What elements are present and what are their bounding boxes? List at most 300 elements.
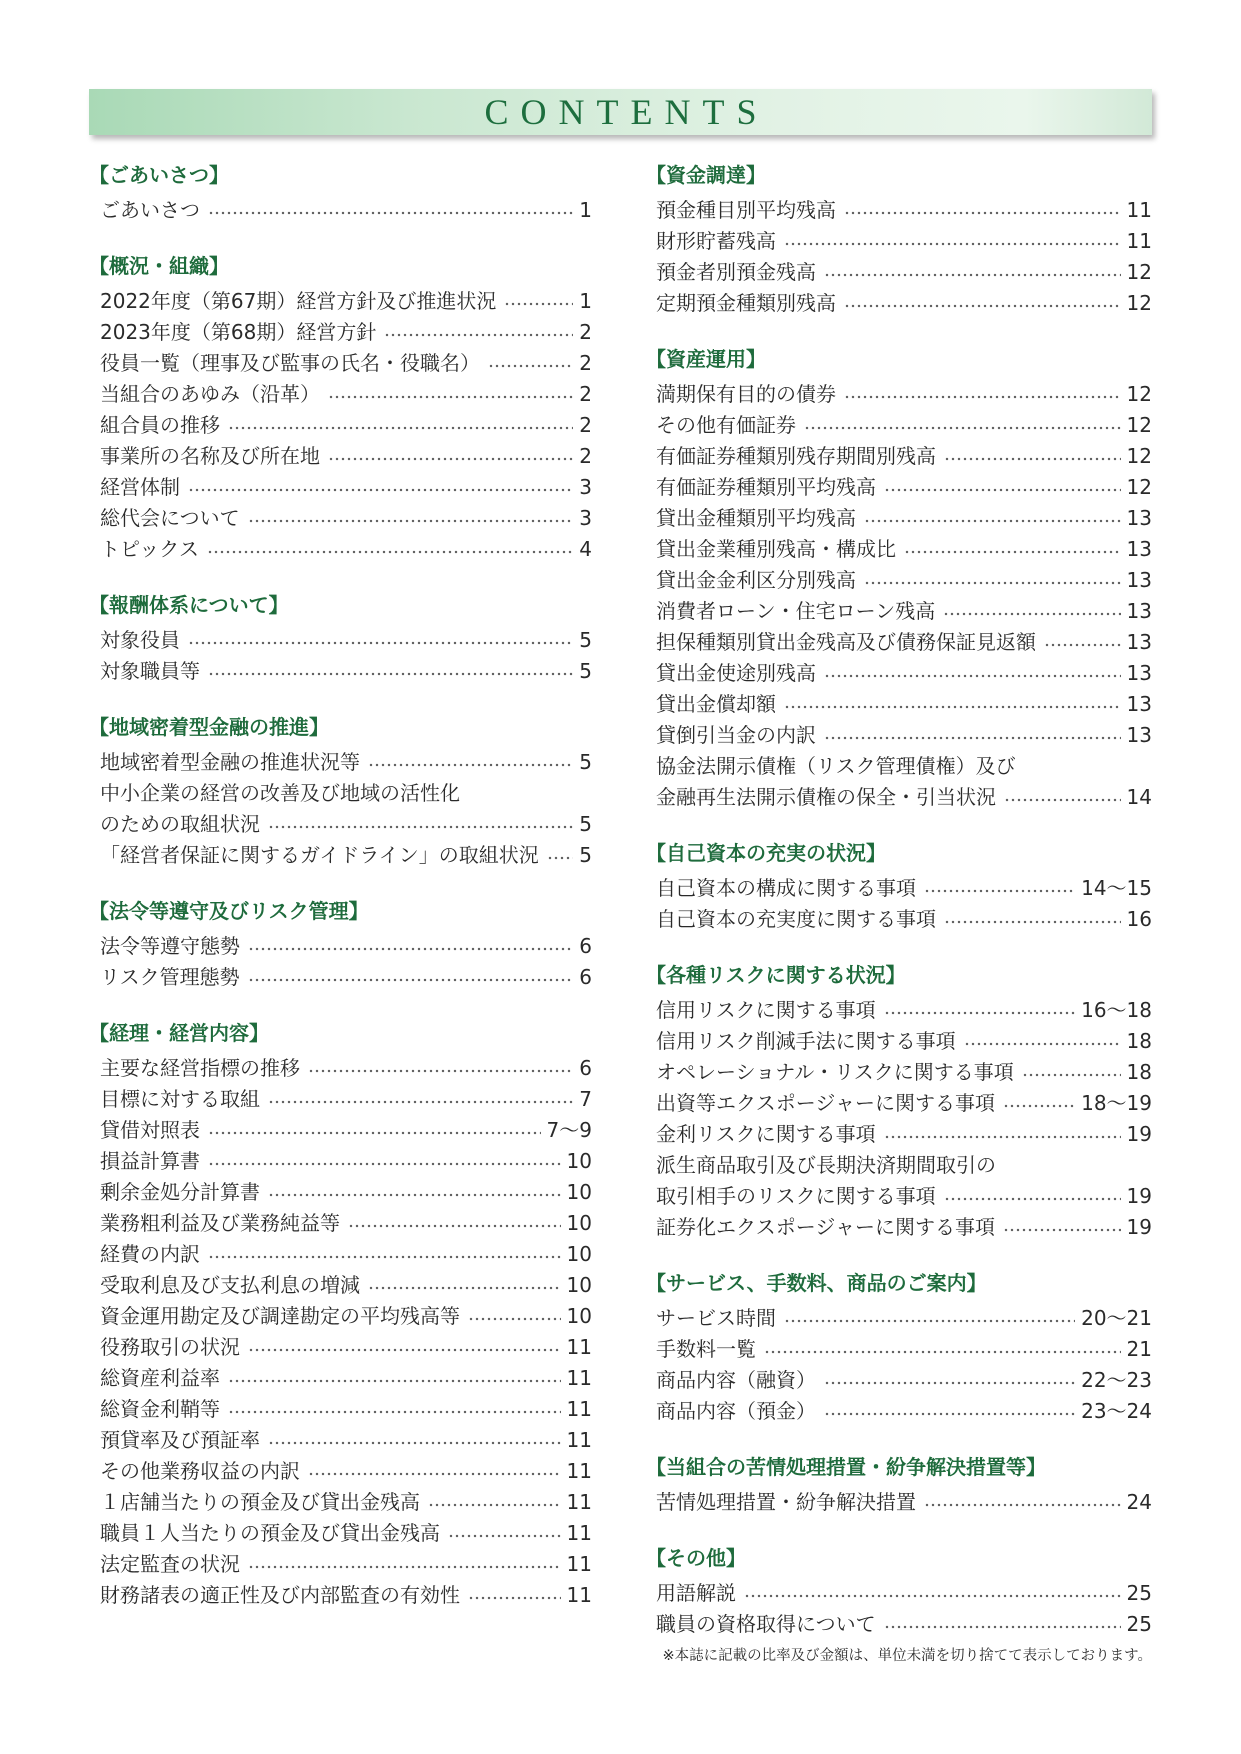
leader-dots bbox=[1022, 1057, 1121, 1088]
leader-dots bbox=[448, 1518, 561, 1549]
leader-dots bbox=[764, 1334, 1121, 1365]
toc-item bbox=[646, 1334, 1152, 1365]
toc-item bbox=[646, 627, 1152, 658]
toc-item-label: その他業務収益の内訳 bbox=[100, 1459, 300, 1483]
toc-page-number: 10 bbox=[566, 1304, 592, 1328]
toc-item bbox=[89, 441, 592, 472]
toc-item bbox=[646, 288, 1152, 319]
toc-item bbox=[646, 503, 1152, 534]
leader-dots bbox=[784, 1303, 1075, 1334]
toc-item bbox=[646, 995, 1152, 1026]
leader-dots bbox=[944, 441, 1121, 472]
leader-dots bbox=[924, 1487, 1121, 1518]
toc-item bbox=[89, 1084, 592, 1115]
toc-item-label: 商品内容（預金） bbox=[656, 1399, 816, 1423]
toc-item bbox=[646, 1181, 1152, 1212]
toc-page-number: 13 bbox=[1126, 599, 1152, 623]
toc-item-label: 法令等遵守態勢 bbox=[100, 934, 240, 958]
toc-page-number: 11 bbox=[566, 1428, 592, 1452]
toc-item bbox=[89, 962, 592, 993]
toc-column-right bbox=[646, 156, 1152, 1640]
toc-item-label: 担保種類別貸出金残高及び債務保証見返額 bbox=[656, 630, 1036, 654]
toc-page-number: 5 bbox=[579, 750, 592, 774]
toc-item-label: 財務諸表の適正性及び内部監査の有効性 bbox=[100, 1583, 460, 1607]
toc-item bbox=[646, 534, 1152, 565]
toc-item-label: 経営体制 bbox=[100, 475, 180, 499]
toc-item bbox=[646, 195, 1152, 226]
toc-item bbox=[646, 1487, 1152, 1518]
toc-item bbox=[646, 1396, 1152, 1427]
toc-page-number: 5 bbox=[579, 659, 592, 683]
toc-item-label: 貸出金金利区分別残高 bbox=[656, 568, 856, 592]
toc-page-number: 23～24 bbox=[1081, 1399, 1152, 1423]
toc-item-label: １店舗当たりの預金及び貸出金残高 bbox=[100, 1490, 420, 1514]
toc-section bbox=[89, 247, 592, 565]
toc-item-label: 主要な経営指標の推移 bbox=[100, 1056, 300, 1080]
toc-page-number: 13 bbox=[1126, 568, 1152, 592]
toc-item-label: 信用リスク削減手法に関する事項 bbox=[656, 1029, 956, 1053]
toc-item bbox=[89, 1549, 592, 1580]
leader-dots bbox=[228, 1394, 561, 1425]
toc-item bbox=[646, 751, 1152, 782]
toc-item-label: 自己資本の構成に関する事項 bbox=[656, 876, 916, 900]
leader-dots bbox=[328, 379, 573, 410]
toc-item bbox=[646, 658, 1152, 689]
section-heading: 【経理・経営内容】 bbox=[89, 1021, 269, 1045]
toc-item-label: 「経営者保証に関するガイドライン」の取組状況 bbox=[100, 843, 539, 867]
toc-item-label: 職員１人当たりの預金及び貸出金残高 bbox=[100, 1521, 440, 1545]
toc-page-number: 20～21 bbox=[1081, 1306, 1152, 1330]
toc-page-number: 3 bbox=[579, 475, 592, 499]
leader-dots bbox=[944, 1181, 1121, 1212]
toc-item bbox=[89, 778, 592, 809]
toc-page-number: 13 bbox=[1126, 723, 1152, 747]
section-heading: 【その他】 bbox=[646, 1546, 746, 1570]
toc-item bbox=[89, 1456, 592, 1487]
leader-dots bbox=[824, 658, 1121, 689]
leader-dots bbox=[308, 1456, 561, 1487]
toc-page-number: 5 bbox=[579, 628, 592, 652]
toc-item bbox=[646, 873, 1152, 904]
leader-dots bbox=[904, 534, 1121, 565]
toc-page-number: 2 bbox=[579, 320, 592, 344]
leader-dots bbox=[824, 720, 1121, 751]
toc-page-number: 5 bbox=[579, 812, 592, 836]
toc-section bbox=[646, 156, 1152, 319]
contents-title-band bbox=[89, 89, 1152, 135]
toc-page-number: 11 bbox=[1126, 198, 1152, 222]
leader-dots bbox=[228, 1363, 561, 1394]
toc-item bbox=[89, 1208, 592, 1239]
section-heading: 【サービス、手数料、商品のご案内】 bbox=[646, 1271, 987, 1295]
toc-item-label: 用語解説 bbox=[656, 1581, 736, 1605]
toc-page-number: 24 bbox=[1126, 1490, 1152, 1514]
toc-page-number: 12 bbox=[1126, 291, 1152, 315]
leader-dots bbox=[824, 1396, 1075, 1427]
toc-item bbox=[646, 1578, 1152, 1609]
leader-dots bbox=[268, 1425, 561, 1456]
leader-dots bbox=[1044, 627, 1121, 658]
toc-item-label: 地域密着型金融の推進状況等 bbox=[100, 750, 360, 774]
toc-item bbox=[89, 840, 592, 871]
section-heading: 【報酬体系について】 bbox=[89, 593, 289, 617]
toc-page-number: 10 bbox=[566, 1211, 592, 1235]
toc-item-label: 損益計算書 bbox=[100, 1149, 200, 1173]
toc-page-number: 6 bbox=[579, 1056, 592, 1080]
leader-dots bbox=[248, 962, 574, 993]
leader-dots bbox=[188, 625, 573, 656]
leader-dots bbox=[804, 410, 1121, 441]
toc-page-number: 25 bbox=[1126, 1581, 1152, 1605]
toc-page-number: 1 bbox=[579, 289, 592, 313]
toc-item-label: 手数料一覧 bbox=[656, 1337, 756, 1361]
toc-page-number: 13 bbox=[1126, 692, 1152, 716]
toc-section bbox=[89, 586, 592, 687]
leader-dots bbox=[208, 1146, 561, 1177]
leader-dots bbox=[1003, 1088, 1075, 1119]
section-heading: 【各種リスクに関する状況】 bbox=[646, 963, 906, 987]
toc-item-label: 預金種目別平均残高 bbox=[656, 198, 836, 222]
toc-item-label: 貸出金種類別平均残高 bbox=[656, 506, 856, 530]
toc-page-number: 2 bbox=[579, 351, 592, 375]
toc-item-label: 預金者別預金残高 bbox=[656, 260, 816, 284]
toc-item bbox=[646, 720, 1152, 751]
toc-item bbox=[646, 472, 1152, 503]
toc-item-label: 剰余金処分計算書 bbox=[100, 1180, 260, 1204]
toc-item-label: 法定監査の状況 bbox=[100, 1552, 240, 1576]
toc-item-label: 金利リスクに関する事項 bbox=[656, 1122, 876, 1146]
toc-page-number: 13 bbox=[1126, 661, 1152, 685]
leader-dots bbox=[268, 1177, 561, 1208]
toc-item bbox=[646, 782, 1152, 813]
leader-dots bbox=[248, 503, 574, 534]
section-heading: 【法令等遵守及びリスク管理】 bbox=[89, 899, 369, 923]
toc-item bbox=[89, 1239, 592, 1270]
toc-section bbox=[646, 1448, 1152, 1518]
leader-dots bbox=[207, 534, 573, 565]
toc-item bbox=[89, 1177, 592, 1208]
toc-item-label: 有価証券種類別残存期間別残高 bbox=[656, 444, 936, 468]
toc-page-number: 11 bbox=[566, 1335, 592, 1359]
section-heading: 【地域密着型金融の推進】 bbox=[89, 715, 329, 739]
toc-section bbox=[89, 892, 592, 993]
toc-item-label: 業務粗利益及び業務純益等 bbox=[100, 1211, 340, 1235]
toc-item bbox=[89, 1115, 592, 1146]
toc-item bbox=[646, 1303, 1152, 1334]
leader-dots bbox=[884, 1609, 1121, 1640]
leader-dots bbox=[964, 1026, 1121, 1057]
toc-page-number: 12 bbox=[1126, 260, 1152, 284]
toc-item bbox=[646, 226, 1152, 257]
toc-item bbox=[89, 1053, 592, 1084]
toc-page-number: 25 bbox=[1126, 1612, 1152, 1636]
toc-page-number: 13 bbox=[1126, 630, 1152, 654]
toc-page-number: 13 bbox=[1126, 537, 1152, 561]
toc-item bbox=[89, 410, 592, 441]
toc-item bbox=[646, 565, 1152, 596]
toc-page-number: 13 bbox=[1126, 506, 1152, 530]
footnote: ※本誌に記載の比率及び金額は、単位未満を切り捨てて表示しております。 bbox=[662, 1648, 1152, 1664]
toc-item bbox=[646, 1212, 1152, 1243]
toc-item-label: リスク管理態勢 bbox=[100, 965, 240, 989]
toc-item-label: 証券化エクスポージャーに関する事項 bbox=[656, 1215, 995, 1239]
page-title: CONTENTS bbox=[484, 92, 769, 132]
leader-dots bbox=[208, 1239, 561, 1270]
toc-section bbox=[646, 956, 1152, 1243]
leader-dots bbox=[944, 904, 1121, 935]
toc-section bbox=[89, 156, 592, 226]
toc-item bbox=[646, 379, 1152, 410]
toc-item-label: 定期預金種類別残高 bbox=[656, 291, 836, 315]
toc-page-number: 12 bbox=[1126, 413, 1152, 437]
toc-item-label: 取引相手のリスクに関する事項 bbox=[656, 1184, 936, 1208]
leader-dots bbox=[924, 873, 1075, 904]
leader-dots bbox=[368, 1270, 561, 1301]
toc-item bbox=[646, 1609, 1152, 1640]
toc-item-label: 資金運用勘定及び調達勘定の平均残高等 bbox=[100, 1304, 460, 1328]
toc-item bbox=[89, 1487, 592, 1518]
toc-item bbox=[89, 472, 592, 503]
leader-dots bbox=[248, 1332, 561, 1363]
toc-item bbox=[89, 1332, 592, 1363]
toc-item-label: トピックス bbox=[100, 537, 199, 561]
toc-page-number: 2 bbox=[579, 413, 592, 437]
toc-item bbox=[89, 286, 592, 317]
toc-item bbox=[89, 1425, 592, 1456]
toc-item-label: 派生商品取引及び長期決済期間取引の bbox=[656, 1153, 996, 1177]
toc-page-number: 1 bbox=[579, 198, 592, 222]
leader-dots bbox=[884, 995, 1075, 1026]
toc-item-label: 2022年度（第67期）経営方針及び推進状況 bbox=[100, 289, 497, 313]
leader-dots bbox=[428, 1487, 561, 1518]
toc-item-label: 目標に対する取組 bbox=[100, 1087, 260, 1111]
toc-page-number: 14 bbox=[1126, 785, 1152, 809]
toc-item-label: 中小企業の経営の改善及び地域の活性化 bbox=[100, 781, 460, 805]
toc-item-label: 貸出金償却額 bbox=[656, 692, 776, 716]
toc-section bbox=[89, 1014, 592, 1611]
toc-item bbox=[89, 1270, 592, 1301]
leader-dots bbox=[368, 747, 573, 778]
section-heading: 【資金調達】 bbox=[646, 163, 766, 187]
toc-section bbox=[646, 1264, 1152, 1427]
toc-item-label: 役員一覧（理事及び監事の氏名・役職名） bbox=[100, 351, 480, 375]
toc-item bbox=[89, 656, 592, 687]
toc-page-number: 19 bbox=[1126, 1122, 1152, 1146]
toc-page-number: 7 bbox=[579, 1087, 592, 1111]
toc-item bbox=[89, 809, 592, 840]
toc-item bbox=[89, 931, 592, 962]
toc-page-number: 2 bbox=[579, 382, 592, 406]
section-heading: 【当組合の苦情処理措置・紛争解決措置等】 bbox=[646, 1455, 1046, 1479]
leader-dots bbox=[824, 257, 1121, 288]
toc-page-number: 4 bbox=[579, 537, 592, 561]
toc-item-label: 商品内容（融資） bbox=[656, 1368, 816, 1392]
toc-column-left bbox=[89, 156, 592, 1611]
toc-page-number: 11 bbox=[1126, 229, 1152, 253]
leader-dots bbox=[844, 195, 1121, 226]
toc-item-label: 総資産利益率 bbox=[100, 1366, 220, 1390]
toc-item-label: 財形貯蓄残高 bbox=[656, 229, 776, 253]
leader-dots bbox=[744, 1578, 1121, 1609]
toc-item-label: 有価証券種類別平均残高 bbox=[656, 475, 876, 499]
toc-item bbox=[89, 1363, 592, 1394]
leader-dots bbox=[1003, 1212, 1121, 1243]
toc-item bbox=[646, 1365, 1152, 1396]
toc-page-number: 12 bbox=[1126, 444, 1152, 468]
leader-dots bbox=[248, 1549, 561, 1580]
leader-dots bbox=[328, 441, 573, 472]
toc-section bbox=[89, 708, 592, 871]
toc-page-number: 5 bbox=[579, 843, 592, 867]
toc-page-number: 10 bbox=[566, 1273, 592, 1297]
toc-item bbox=[89, 1580, 592, 1611]
toc-page-number: 12 bbox=[1126, 475, 1152, 499]
toc-page-number: 3 bbox=[579, 506, 592, 530]
toc-item-label: 事業所の名称及び所在地 bbox=[100, 444, 320, 468]
toc-item bbox=[89, 1518, 592, 1549]
leader-dots bbox=[784, 226, 1121, 257]
toc-item-label: オペレーショナル・リスクに関する事項 bbox=[656, 1060, 1014, 1084]
toc-page-number: 11 bbox=[566, 1552, 592, 1576]
toc-page-number: 10 bbox=[566, 1149, 592, 1173]
toc-item-label: 満期保有目的の債券 bbox=[656, 382, 836, 406]
toc-item-label: 協金法開示債権（リスク管理債権）及び bbox=[656, 754, 1016, 778]
toc-item-label: 消費者ローン・住宅ローン残高 bbox=[656, 599, 936, 623]
toc-page-number: 16～18 bbox=[1081, 998, 1152, 1022]
toc-item-label: その他有価証券 bbox=[656, 413, 796, 437]
toc-item-label: 対象職員等 bbox=[100, 659, 200, 683]
leader-dots bbox=[844, 288, 1121, 319]
toc-page-number: 6 bbox=[579, 934, 592, 958]
toc-item bbox=[89, 317, 592, 348]
toc-section bbox=[646, 1539, 1152, 1640]
leader-dots bbox=[268, 809, 573, 840]
toc-item bbox=[89, 1146, 592, 1177]
toc-item-label: 貸出金業種別残高・構成比 bbox=[656, 537, 896, 561]
toc-item-label: 組合員の推移 bbox=[100, 413, 220, 437]
toc-item bbox=[646, 1088, 1152, 1119]
toc-item bbox=[646, 904, 1152, 935]
toc-item-label: 苦情処理措置・紛争解決措置 bbox=[656, 1490, 916, 1514]
toc-item-label: 出資等エクスポージャーに関する事項 bbox=[656, 1091, 995, 1115]
toc-page-number: 19 bbox=[1126, 1184, 1152, 1208]
leader-dots bbox=[504, 286, 573, 317]
leader-dots bbox=[1004, 782, 1121, 813]
toc-item bbox=[89, 379, 592, 410]
toc-item-label: 貸倒引当金の内訳 bbox=[656, 723, 816, 747]
toc-page-number: 6 bbox=[579, 965, 592, 989]
toc-item-label: 受取利息及び支払利息の増減 bbox=[100, 1273, 360, 1297]
toc-item-label: 当組合のあゆみ（沿革） bbox=[100, 382, 320, 406]
leader-dots bbox=[248, 931, 573, 962]
leader-dots bbox=[864, 503, 1121, 534]
leader-dots bbox=[384, 317, 573, 348]
toc-item-label: 対象役員 bbox=[100, 628, 180, 652]
toc-item bbox=[89, 534, 592, 565]
leader-dots bbox=[268, 1084, 573, 1115]
toc-page-number: 11 bbox=[566, 1459, 592, 1483]
toc-page-number: 2 bbox=[579, 444, 592, 468]
toc-page-number: 11 bbox=[566, 1583, 592, 1607]
toc-item bbox=[89, 1394, 592, 1425]
toc-page-number: 14～15 bbox=[1081, 876, 1152, 900]
toc-item bbox=[646, 596, 1152, 627]
toc-page-number: 21 bbox=[1126, 1337, 1152, 1361]
toc-item bbox=[646, 689, 1152, 720]
toc-page-number: 10 bbox=[566, 1242, 592, 1266]
toc-item bbox=[89, 625, 592, 656]
toc-item bbox=[646, 1057, 1152, 1088]
toc-item-label: 経費の内訳 bbox=[100, 1242, 200, 1266]
toc-item-label: 総代会について bbox=[100, 506, 240, 530]
leader-dots bbox=[208, 195, 573, 226]
leader-dots bbox=[884, 1119, 1121, 1150]
toc-item-label: サービス時間 bbox=[656, 1306, 776, 1330]
leader-dots bbox=[468, 1301, 561, 1332]
toc-page-number: 10 bbox=[566, 1180, 592, 1204]
leader-dots bbox=[208, 656, 573, 687]
toc-page-number: 11 bbox=[566, 1366, 592, 1390]
toc-page-number: 11 bbox=[566, 1521, 592, 1545]
toc-page-number: 19 bbox=[1126, 1215, 1152, 1239]
toc-section bbox=[646, 340, 1152, 813]
toc-item-label: 貸出金使途別残高 bbox=[656, 661, 816, 685]
toc-item-label: 貸借対照表 bbox=[100, 1118, 200, 1142]
toc-item-label: 総資金利鞘等 bbox=[100, 1397, 220, 1421]
toc-item bbox=[646, 410, 1152, 441]
leader-dots bbox=[844, 379, 1121, 410]
section-heading: 【概況・組織】 bbox=[89, 254, 229, 278]
leader-dots bbox=[824, 1365, 1075, 1396]
toc-item bbox=[89, 1301, 592, 1332]
section-heading: 【資産運用】 bbox=[646, 347, 766, 371]
toc-item-label: 自己資本の充実度に関する事項 bbox=[656, 907, 936, 931]
leader-dots bbox=[188, 472, 573, 503]
leader-dots bbox=[784, 689, 1121, 720]
leader-dots bbox=[468, 1580, 561, 1611]
toc-item-label: 金融再生法開示債権の保全・引当状況 bbox=[656, 785, 996, 809]
leader-dots bbox=[547, 840, 573, 871]
toc-page-number: 18～19 bbox=[1081, 1091, 1152, 1115]
toc-item bbox=[89, 503, 592, 534]
toc-item-label: 職員の資格取得について bbox=[656, 1612, 876, 1636]
toc-item-label: 預貸率及び預証率 bbox=[100, 1428, 260, 1452]
toc-page-number: 11 bbox=[566, 1397, 592, 1421]
toc-page-number: 18 bbox=[1126, 1029, 1152, 1053]
toc-item bbox=[646, 257, 1152, 288]
toc-item bbox=[89, 195, 592, 226]
toc-item-label: ごあいさつ bbox=[100, 198, 200, 222]
toc-item bbox=[646, 1026, 1152, 1057]
section-heading: 【自己資本の充実の状況】 bbox=[646, 841, 886, 865]
leader-dots bbox=[864, 565, 1121, 596]
leader-dots bbox=[884, 472, 1121, 503]
toc-page-number: 16 bbox=[1126, 907, 1152, 931]
leader-dots bbox=[348, 1208, 561, 1239]
toc-page-number: 11 bbox=[566, 1490, 592, 1514]
toc-section bbox=[646, 834, 1152, 935]
toc-page-number: 18 bbox=[1126, 1060, 1152, 1084]
toc-page-number: 22～23 bbox=[1081, 1368, 1152, 1392]
toc-page-number: 7～9 bbox=[546, 1118, 592, 1142]
toc-item-label: 役務取引の状況 bbox=[100, 1335, 240, 1359]
leader-dots bbox=[308, 1053, 573, 1084]
leader-dots bbox=[943, 596, 1120, 627]
toc-item bbox=[646, 441, 1152, 472]
toc-item bbox=[89, 348, 592, 379]
toc-item bbox=[89, 747, 592, 778]
leader-dots bbox=[208, 1115, 541, 1146]
